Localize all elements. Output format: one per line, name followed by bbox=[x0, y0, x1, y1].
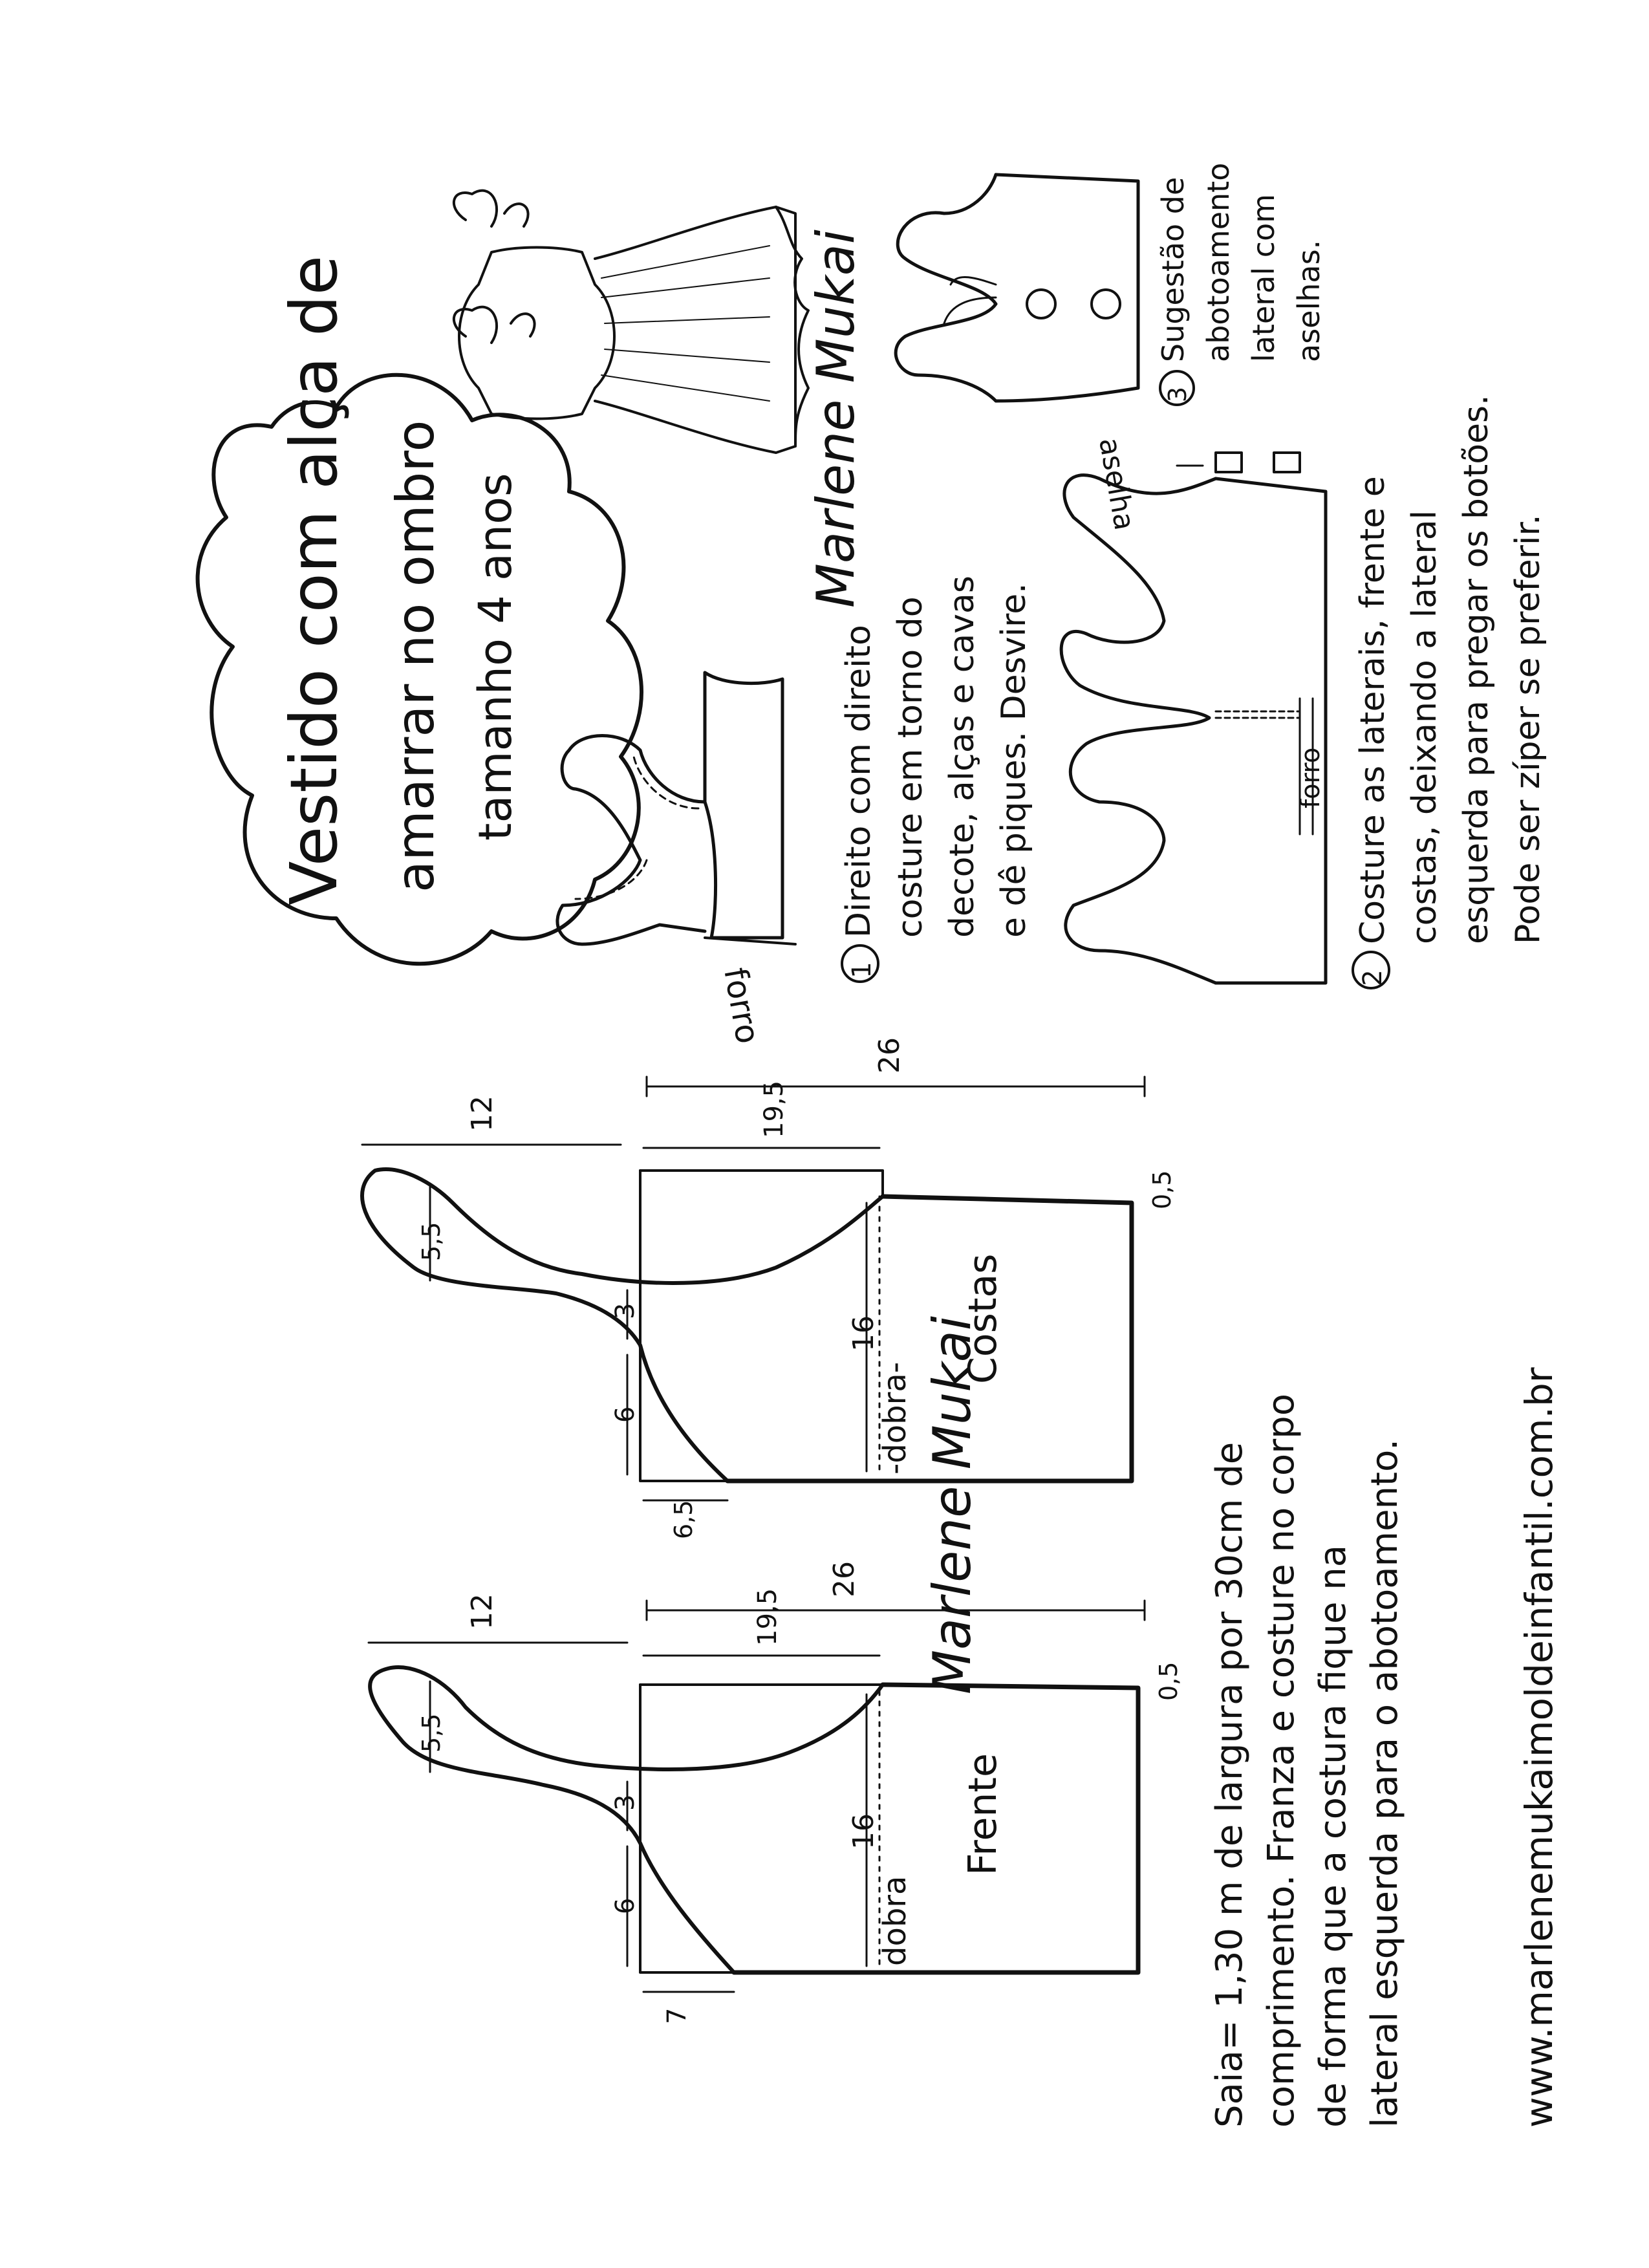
skirt-note-line-2: comprimento. Franza e costure no corpo bbox=[1260, 1394, 1302, 2128]
front-dim-upper: 19,5 bbox=[753, 1588, 782, 1646]
step1-line-2: costure em torno do bbox=[891, 596, 930, 938]
step1-line-4: e dê piques. Desvire. bbox=[995, 583, 1033, 938]
front-dim-center: 7 bbox=[662, 2007, 692, 2024]
back-dim-strap-length: 12 bbox=[466, 1096, 499, 1132]
step2-line-2: costas, deixando a lateral bbox=[1405, 510, 1444, 944]
pattern-back bbox=[362, 1037, 1176, 1539]
step3-button-1 bbox=[1027, 290, 1055, 318]
front-dim-strap-length: 12 bbox=[466, 1593, 499, 1630]
skirt-note-line-3: de forma que a costura fique na bbox=[1312, 1544, 1354, 2128]
front-dim-hem: 0,5 bbox=[1154, 1661, 1183, 1701]
step2-loop-2 bbox=[1274, 453, 1300, 472]
signature-text-top: Marlene Mukai bbox=[806, 229, 866, 608]
step3-line-3: lateral com bbox=[1246, 193, 1281, 362]
front-dim-total: 26 bbox=[828, 1561, 861, 1597]
front-dim-strap-width: 5,5 bbox=[417, 1713, 446, 1753]
back-dim-side: 16 bbox=[847, 1315, 880, 1352]
back-dim-total: 26 bbox=[873, 1037, 906, 1074]
step2-line-4: Pode ser zíper se preferir. bbox=[1509, 514, 1547, 944]
step3-illustration bbox=[896, 163, 1326, 405]
back-dim-neck-b: 6 bbox=[610, 1406, 640, 1423]
step2-line-3: esquerda para pregar os botões. bbox=[1457, 394, 1496, 944]
step3-line-2: abotoamento bbox=[1201, 162, 1236, 362]
title-line-1: Vestido com alça de bbox=[276, 255, 352, 905]
front-fold-label: dobra bbox=[877, 1875, 913, 1966]
step2-number: 2 bbox=[1358, 969, 1388, 986]
title-cloud bbox=[198, 255, 641, 964]
step1-number: 1 bbox=[847, 962, 877, 978]
website-footer bbox=[1517, 1367, 1561, 2128]
front-dim-neck-a: 3 bbox=[610, 1794, 640, 1811]
step3-line-1: Sugestão de bbox=[1156, 177, 1191, 362]
step2-loop-label: aselha bbox=[1092, 435, 1141, 533]
step3-number: 3 bbox=[1163, 386, 1192, 403]
back-dim-center: 6,5 bbox=[669, 1500, 698, 1539]
title-line-3: tamanho 4 anos bbox=[469, 473, 522, 841]
front-dim-side: 16 bbox=[847, 1813, 880, 1850]
step2-line-1: Costure as laterais, frente e bbox=[1353, 476, 1392, 944]
signature-text-middle: Marlene Mukai bbox=[922, 1315, 982, 1694]
step3-button-2 bbox=[1092, 290, 1120, 318]
back-fold-label: -dobra- bbox=[877, 1361, 913, 1474]
signature-top bbox=[806, 230, 866, 608]
skirt-note-line-1: Saia= 1,30 m de largura por 30cm de bbox=[1209, 1442, 1251, 2128]
step3-line-4: aselhas. bbox=[1291, 239, 1326, 362]
back-dim-hem: 0,5 bbox=[1148, 1170, 1176, 1209]
pattern-front bbox=[369, 1561, 1183, 2024]
title-line-2: amarrar no ombro bbox=[385, 420, 446, 892]
back-dim-neck-a: 3 bbox=[610, 1302, 640, 1319]
step2-illustration bbox=[1061, 394, 1547, 988]
skirt-note bbox=[1209, 1394, 1406, 2128]
step2-loop-1 bbox=[1216, 453, 1242, 472]
back-piece-name: Costas bbox=[960, 1253, 1006, 1384]
website-url: www.marlenemukaimoldeinfantil.com.br bbox=[1517, 1367, 1561, 2128]
back-dim-upper: 19,5 bbox=[759, 1080, 789, 1138]
skirt-note-line-4: lateral esquerda para o abotoamento. bbox=[1364, 1438, 1406, 2128]
back-dim-strap-width: 5,5 bbox=[417, 1222, 446, 1261]
step1-line-3: decote, alças e cavas bbox=[943, 576, 982, 938]
step1-line-1: Direito com direito bbox=[839, 625, 878, 938]
front-piece-name: Frente bbox=[960, 1753, 1006, 1875]
front-dim-neck-b: 6 bbox=[610, 1897, 640, 1914]
step2-lining-label: forro bbox=[1296, 747, 1326, 808]
step1-lining-label: forro bbox=[717, 965, 767, 1047]
